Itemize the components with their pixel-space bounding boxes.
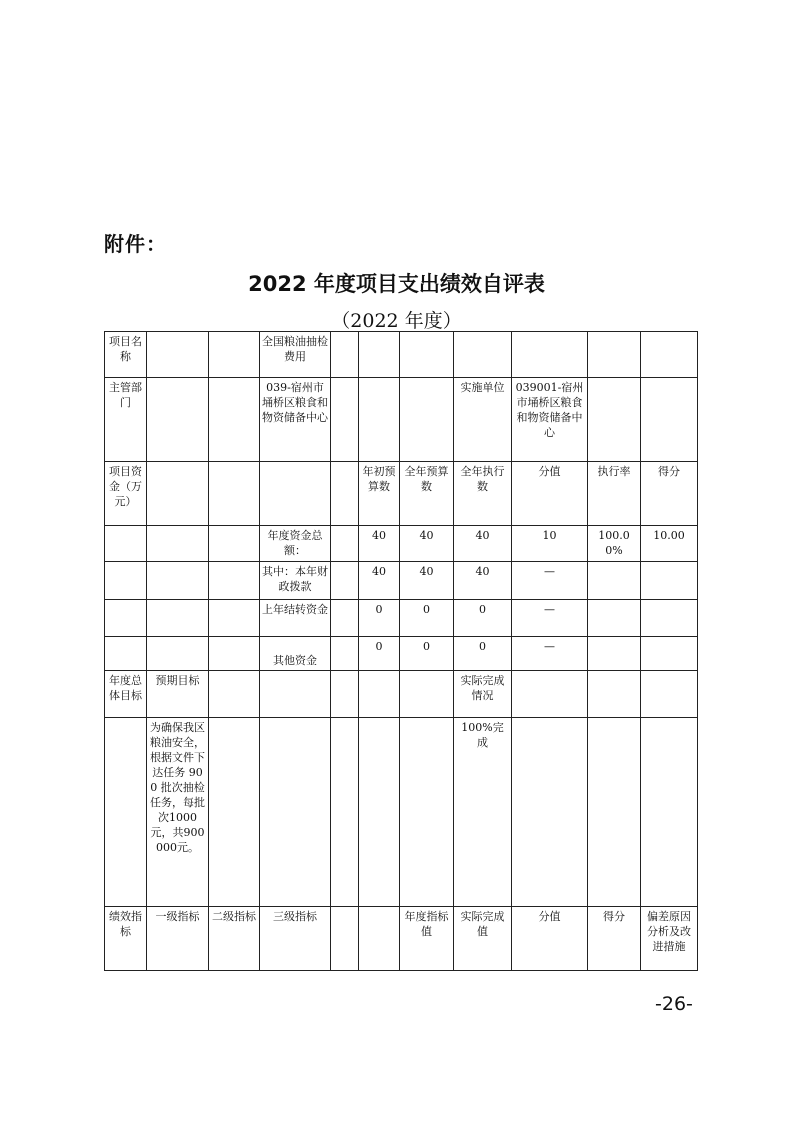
- document-title: 2022 年度项目支出绩效自评表: [248, 272, 545, 296]
- label-project-funds: 项目资金（万元）: [105, 462, 147, 526]
- row-fiscal-allocation: [105, 562, 698, 600]
- header-annual-budget: 全年预算数: [400, 462, 454, 526]
- actual-completion-text: 100%完成: [454, 718, 512, 907]
- header-level3-indicator: 三级指标: [260, 907, 331, 971]
- total-execution-rate: 100.00%: [588, 526, 641, 562]
- label-project-name: 项目名称: [105, 332, 147, 378]
- carryover-score-weight: —: [512, 600, 588, 637]
- fiscal-initial-budget: 40: [359, 562, 400, 600]
- label-total-funds: 年度资金总额：: [260, 526, 331, 562]
- document-subtitle: （2022 年度）: [331, 310, 462, 332]
- implementing-unit-value: 039001-宿州市埇桥区粮食和物资储备中心: [512, 378, 588, 462]
- header-level2-indicator: 二级指标: [209, 907, 260, 971]
- other-annual-budget: 0: [400, 637, 454, 671]
- fiscal-score-weight: —: [512, 562, 588, 600]
- carryover-initial-budget: 0: [359, 600, 400, 637]
- other-score-weight: —: [512, 637, 588, 671]
- header-annual-indicator-value: 年度指标值: [400, 907, 454, 971]
- header-actual-value: 实际完成值: [454, 907, 512, 971]
- header-deviation-analysis: 偏差原因分析及改进措施: [641, 907, 698, 971]
- row-department: [105, 378, 698, 462]
- department-value: 039-宿州市埇桥区粮食和物资储备中心: [260, 378, 331, 462]
- project-name-value: 全国粮油抽检费用: [260, 332, 331, 378]
- carryover-execution: 0: [454, 600, 512, 637]
- annex-label: 附件：: [104, 232, 167, 256]
- row-project-name: [105, 332, 698, 378]
- row-other-funds: [105, 637, 698, 671]
- header-score-weight: 分值: [512, 462, 588, 526]
- header-indicator-score: 得分: [588, 907, 641, 971]
- total-execution: 40: [454, 526, 512, 562]
- label-department: 主管部门: [105, 378, 147, 462]
- label-fiscal-allocation: 其中：本年财政拨款: [260, 562, 331, 600]
- label-carryover-funds: 上年结转资金: [260, 600, 331, 637]
- header-initial-budget: 年初预算数: [359, 462, 400, 526]
- label-annual-goal: 年度总体目标: [105, 671, 147, 718]
- expected-target-text: 为确保我区粮油安全，根据文件下达任务 900 批次抽检任务，每批次1000 元，共900000元。: [147, 718, 209, 907]
- row-carryover-funds: [105, 600, 698, 637]
- fiscal-execution: 40: [454, 562, 512, 600]
- self-evaluation-table: [104, 331, 698, 971]
- page-number: -26-: [655, 993, 693, 1015]
- header-level1-indicator: 一级指标: [147, 907, 209, 971]
- label-actual-completion: 实际完成情况: [454, 671, 512, 718]
- other-initial-budget: 0: [359, 637, 400, 671]
- row-total-funds: [105, 526, 698, 562]
- label-implementing-unit: 实施单位: [454, 378, 512, 462]
- other-execution: 0: [454, 637, 512, 671]
- fiscal-annual-budget: 40: [400, 562, 454, 600]
- header-execution-rate: 执行率: [588, 462, 641, 526]
- label-expected-target: 预期目标: [147, 671, 209, 718]
- row-annual-goal: [105, 671, 698, 718]
- header-score: 得分: [641, 462, 698, 526]
- row-goal-detail: [105, 718, 698, 907]
- carryover-annual-budget: 0: [400, 600, 454, 637]
- total-annual-budget: 40: [400, 526, 454, 562]
- row-performance-indicators: [105, 907, 698, 971]
- row-funding-header: [105, 462, 698, 526]
- total-initial-budget: 40: [359, 526, 400, 562]
- total-score-weight: 10: [512, 526, 588, 562]
- header-annual-execution: 全年执行数: [454, 462, 512, 526]
- label-other-funds: 其他资金: [260, 637, 331, 671]
- label-performance-indicators: 绩效指标: [105, 907, 147, 971]
- header-indicator-weight: 分值: [512, 907, 588, 971]
- total-score: 10.00: [641, 526, 698, 562]
